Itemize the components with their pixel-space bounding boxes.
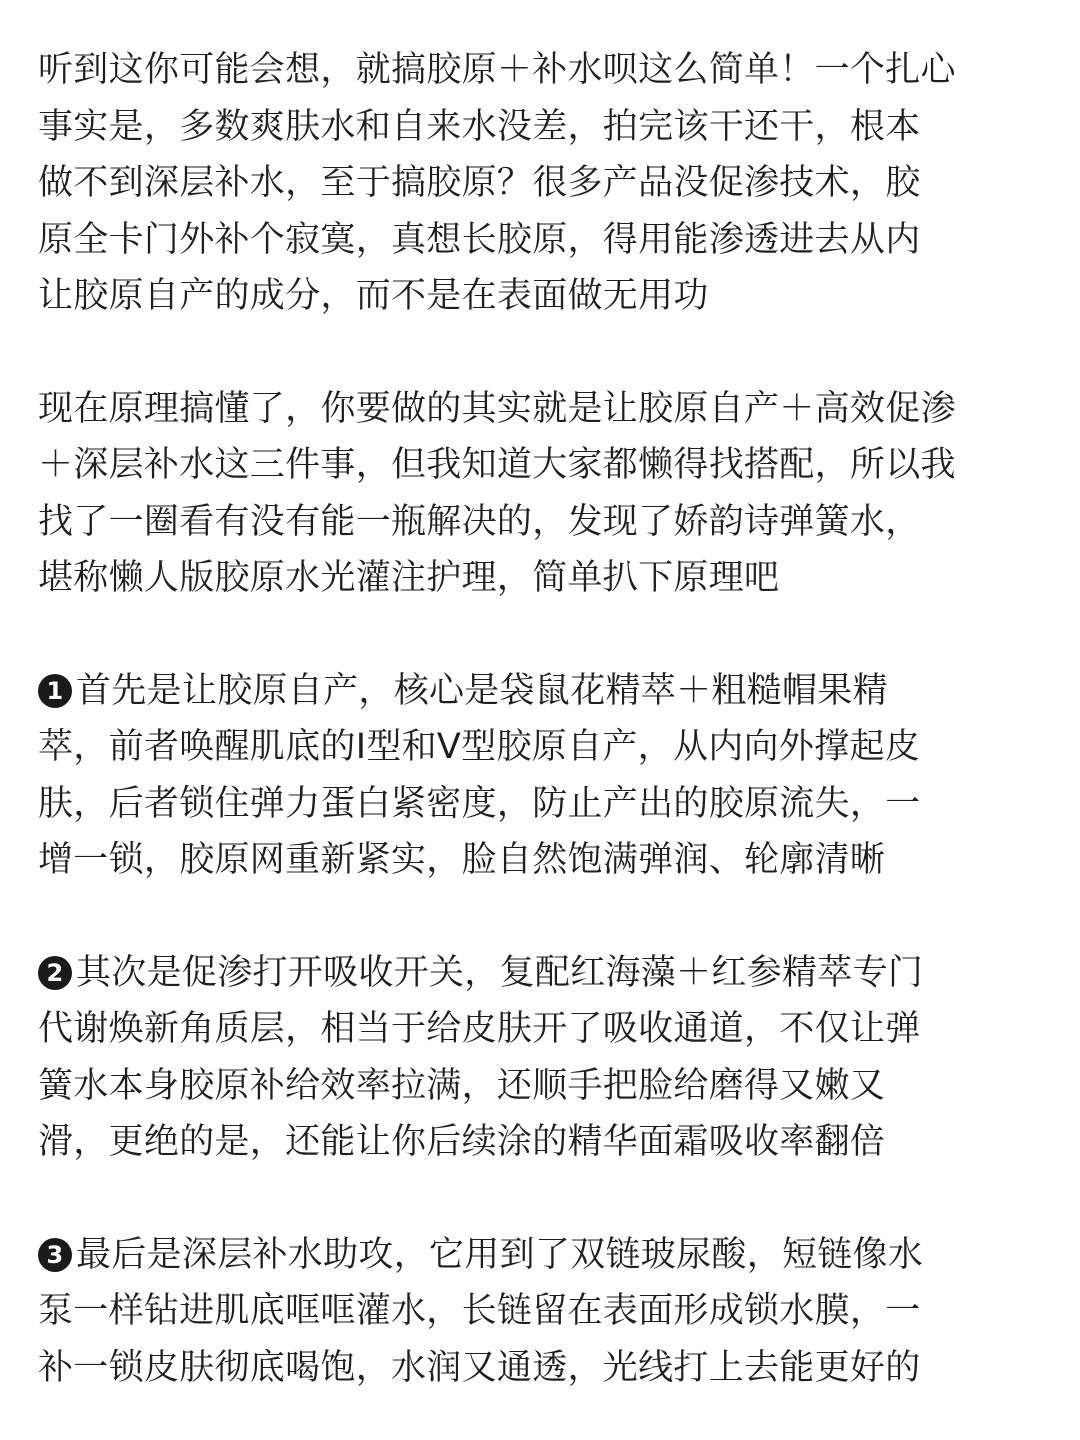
- text-line: 找了一圈看有没有能一瓶解决的，发现了娇韵诗弹簧水，: [38, 501, 921, 542]
- text-line: 现在原理搞懂了，你要做的其实就是让胶原自产＋高效促渗: [38, 388, 956, 429]
- text-line: 事实是，多数爽肤水和自来水没差，拍完该干还干，根本: [38, 106, 921, 147]
- text-line-content: 最后是深层补水助攻，它用到了双链玻尿酸，短链像水: [76, 1234, 924, 1275]
- text-line: [38, 945, 1080, 1002]
- text-line: 肤，后者锁住弹力蛋白紧密度，防止产出的胶原流失，一: [38, 783, 921, 824]
- text-line: 泵一样钻进肌底哐哐灌水，长链留在表面形成锁水膜，一: [38, 1291, 921, 1331]
- text-line: [38, 663, 1080, 720]
- text-line: 增一锁，胶原网重新紧实，脸自然饱满弹润、轮廓清晰: [38, 840, 886, 880]
- paragraph-point-2: [38, 945, 1080, 1171]
- text-line-content: 首先是让胶原自产，核心是袋鼠花精萃＋粗糙帽果精: [76, 670, 888, 711]
- text-line: 滑，更绝的是，还能让你后续涂的精华面霜吸收率翻倍: [38, 1122, 886, 1162]
- text-line: [38, 1227, 1080, 1284]
- text-line: 做不到深层补水，至于搞胶原？很多产品没促渗技术，胶: [38, 163, 921, 203]
- paragraph-point-1: [38, 663, 1080, 889]
- text-line: 萃，前者唤醒肌底的I型和V型胶原自产，从内向外撑起皮: [38, 727, 921, 767]
- text-line: 听到这你可能会想，就搞胶原＋补水呗这么简单！一个扎心: [38, 50, 956, 90]
- paragraph-principle: [38, 381, 1080, 607]
- text-line: 原全卡门外补个寂寞，真想长胶原，得用能渗透进去从内: [38, 219, 921, 260]
- text-line-content: 其次是促渗打开吸收开关，复配红海藻＋红参精萃专门: [76, 952, 924, 993]
- text-line: ＋深层补水这三件事，但我知道大家都懒得找搭配，所以我: [38, 445, 956, 485]
- paragraph-point-3: [38, 1227, 1080, 1397]
- text-line: 堪称懒人版胶原水光灌注护理，简单扒下原理吧: [38, 558, 780, 598]
- paragraph-intro: [38, 42, 1080, 325]
- number-badge-2: 2: [38, 956, 72, 990]
- text-line: 代谢焕新角质层，相当于给皮肤开了吸收通道，不仅让弹: [38, 1009, 921, 1049]
- number-badge-3: 3: [38, 1238, 72, 1272]
- text-line: 簧水本身胶原补给效率拉满，还顺手把脸给磨得又嫩又: [38, 1065, 886, 1106]
- text-line: 让胶原自产的成分，而不是在表面做无用功: [38, 276, 709, 316]
- text-line: 补一锁皮肤彻底喝饱，水润又通透，光线打上去能更好的: [38, 1347, 921, 1388]
- number-badge-1: 1: [38, 674, 72, 708]
